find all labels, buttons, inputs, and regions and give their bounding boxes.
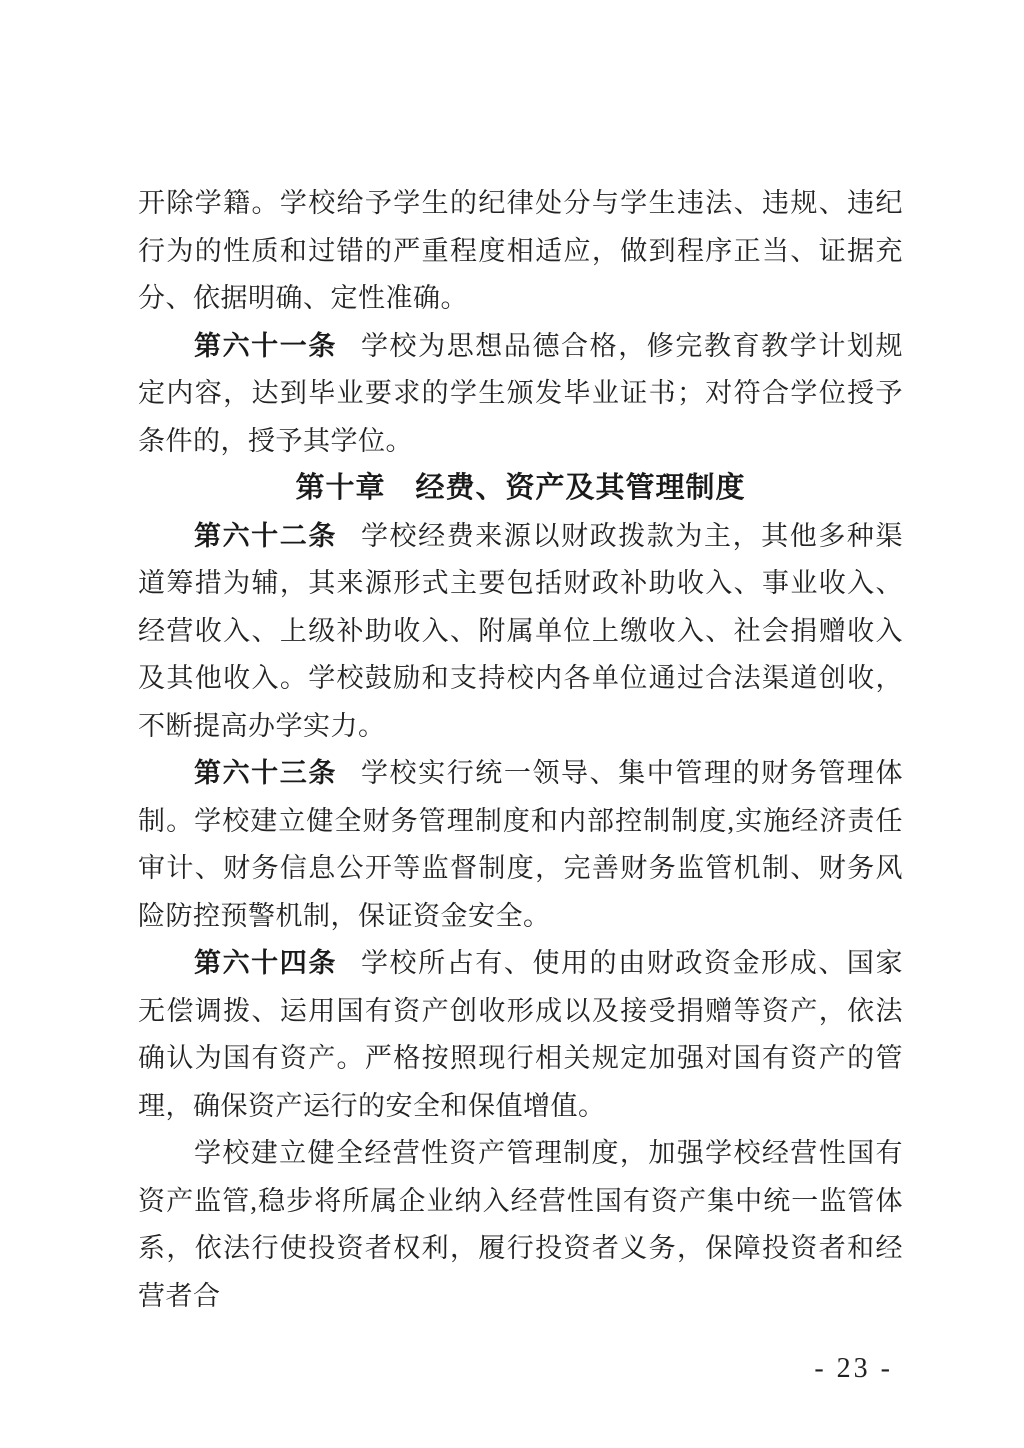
- article-paragraph-64: [138, 940, 903, 1130]
- paragraph-operating-assets: 学校建立健全经营性资产管理制度，加强学校经营性国有资产监管,稳步将所属企业纳入经营性国有资产集中统一监管体系，依法行使投资者权利，履行投资者义务，保障投资者和经营者合: [138, 1138, 903, 1311]
- article-number-61: 第六十一条: [194, 330, 337, 361]
- article-number-63: 第六十三条: [194, 758, 337, 788]
- article-paragraph-61: [138, 323, 903, 466]
- paragraph-continuation: 开除学籍。学校给予学生的纪律处分与学生违法、违规、违纪行为的性质和过错的严重程度相适应，做到程序正当、证据充分、依据明确、定性准确。: [138, 188, 903, 313]
- article-paragraph-63: [138, 750, 903, 940]
- article-text-62: 学校经费来源以财政拨款为主，其他多种渠道筹措为辅，其来源形式主要包括财政补助收入、事业收入、经营收入、上级补助收入、附属单位上缴收入、社会捐赠收入及其他收入。学校鼓励和支持校内各单位通过合法渠道创收，不断提高办学实力。: [138, 520, 904, 741]
- document-body: [138, 180, 903, 1320]
- article-text-64: 学校所占有、使用的由财政资金形成、国家无偿调拨、运用国有资产创收形成以及接受捐赠等资产，依法确认为国有资产。严格按照现行相关规定加强对国有资产的管理，确保资产运行的安全和保值增值。: [138, 948, 904, 1121]
- article-text-61: 学校为思想品德合格，修完教育教学计划规定内容，达到毕业要求的学生颁发毕业证书；对符合学位授予条件的，授予其学位。: [138, 330, 904, 456]
- article-text-63: 学校实行统一领导、集中管理的财务管理体制。学校建立健全财务管理制度和内部控制制度,实施经济责任审计、财务信息公开等监督制度，完善财务监管机制、财务风险防控预警机制，保证资金安全。: [138, 758, 904, 931]
- article-paragraph-62: [138, 513, 903, 751]
- page-number: - 23 -: [814, 1353, 893, 1384]
- article-number-62: 第六十二条: [194, 520, 337, 551]
- article-number-64: 第六十四条: [194, 948, 337, 978]
- chapter-heading: 第十章 经费、资产及其管理制度: [295, 472, 746, 504]
